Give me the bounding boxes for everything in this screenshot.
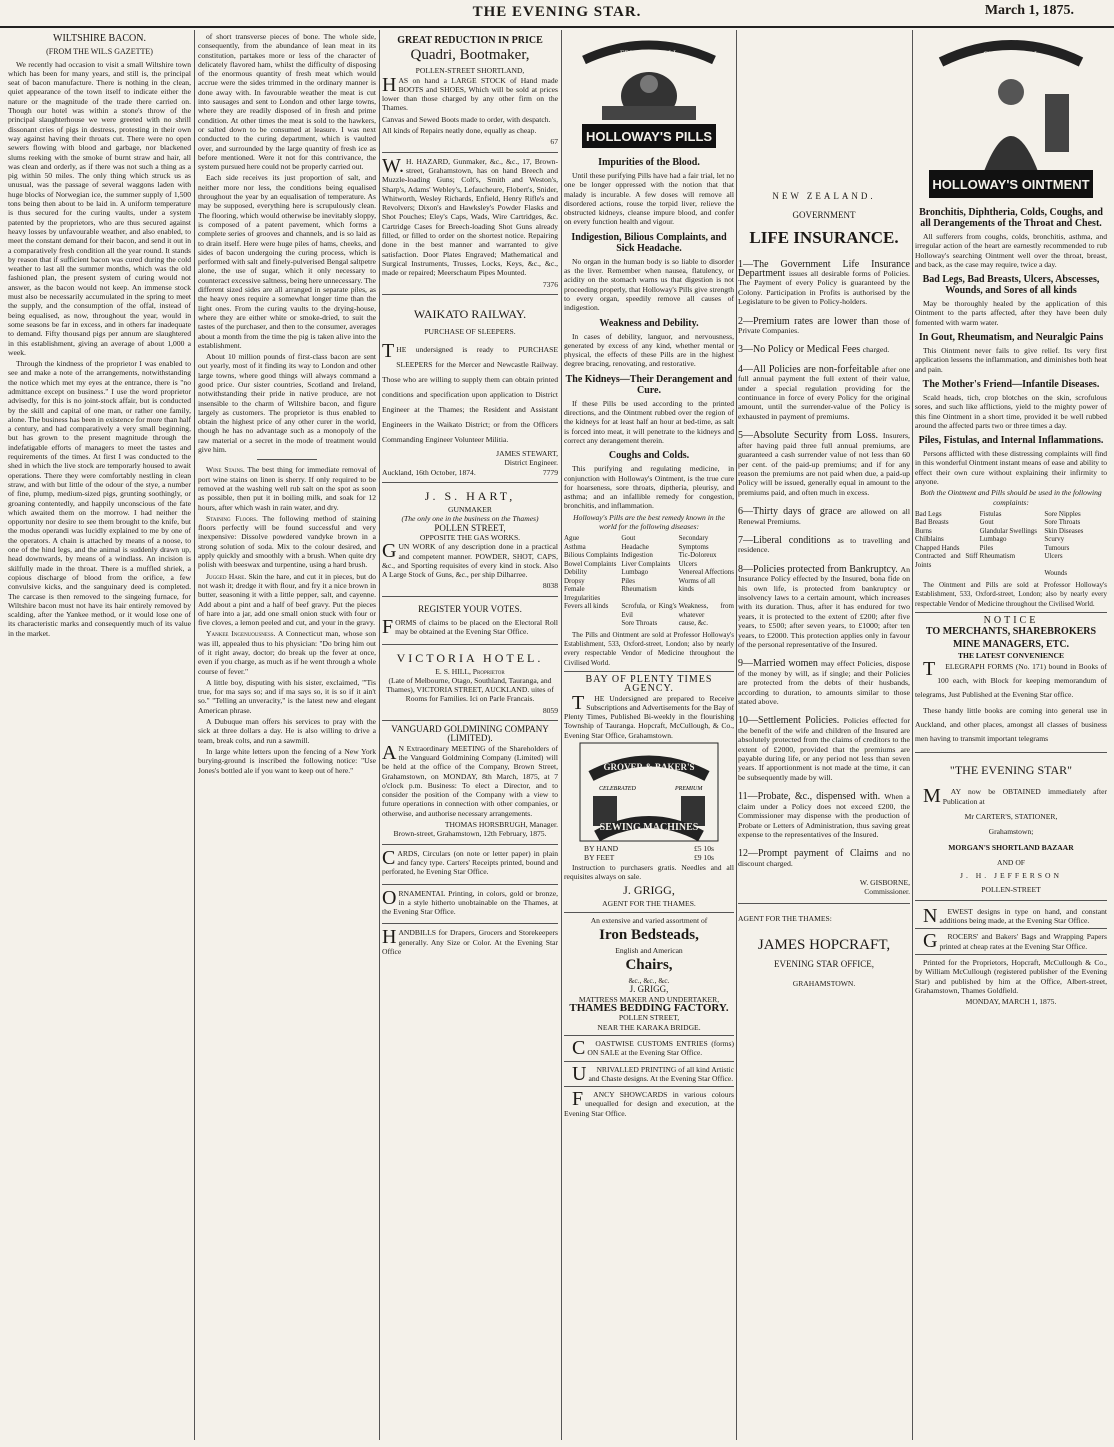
column-rule	[736, 30, 737, 1440]
column-rule	[561, 30, 562, 1440]
notice-title: Wine Stains.	[206, 465, 245, 475]
section-text: No organ in the human body is so liable to disorder as the liver. Remember when nausea, flatulency, or acidity on the stomach warns us that digestion is not proceeding properly, that Holloway's Pills give strength to every organ, speedily remove all causes of indigestion.	[564, 256, 734, 313]
notice-paragraph: A little boy, disputing with his sister, exclaimed, "'Tis true, for ma says so; and if ma says so, it is so if it ain't so." "Telling an unveracity," is the latest new and elegant American phrase.	[198, 677, 376, 715]
column-advertisements	[382, 32, 558, 1442]
complaint-item: Lumbago	[979, 535, 1007, 544]
ad-waikato-railway	[382, 295, 558, 483]
notice-yankee	[198, 629, 376, 675]
notice-staining-floors	[198, 514, 376, 570]
section-heading: Coughs and Colds.	[608, 450, 690, 462]
complaint-item: Ulcers	[1044, 552, 1063, 561]
notice-subheading: TO MERCHANTS, SHAREBROKERS MINE MANAGERS, ETC.	[925, 626, 1097, 651]
section-text: May be thoroughly healed by the application of this Ointment to the parts affected, after they have been duly fomented with warm water.	[915, 299, 1107, 327]
ad-ornamental-printing	[382, 885, 558, 925]
ad-tagline: (The only one in the business on the Thames)	[401, 514, 539, 524]
disease-item: Lumbago	[621, 568, 649, 577]
section-text: This Ointment never fails to give relief. Its very first application lessens the inflammation, and diminishes both heat and pain.	[915, 346, 1107, 374]
disease-item: Piles	[621, 576, 635, 585]
complaint-item: Rheumatism	[979, 552, 1016, 561]
commissioner-name: W. GISBORNE,	[859, 878, 910, 888]
ad-date: Brown-street, Grahamstown, 12th February, 1875.	[393, 829, 547, 839]
policy-text: are allowed on all Renewal Premiums.	[738, 507, 910, 526]
policy-heading: 4—All Policies are non-forfeitable	[738, 363, 882, 375]
ad-cards	[382, 845, 558, 885]
ad-trade: MATTRESS MAKER AND UNDERTAKER,	[578, 994, 720, 1004]
section-heading: The Mother's Friend—Infantile Diseases.	[922, 378, 1100, 390]
disease-item: Secondary	[678, 534, 709, 543]
ad-headline: Chairs,	[625, 957, 673, 974]
column-life-insurance	[738, 32, 910, 1442]
policy-heading: 6—Thirty days of grace	[738, 506, 847, 518]
ad-number: 7779	[542, 467, 558, 477]
ad-handbills	[382, 924, 558, 963]
policy-text: Insurers, after having paid three full annual premiums, are guaranteed a cash surrender value of not less than 60 per cent. of the paid-up premiums; and if for any reason the premiums are not paid when due, a paid-up Policy will be issued, generally equal in amount to the premiums paid, and often much in excess.	[738, 431, 910, 497]
ad-headline: WAIKATO RAILWAY.	[413, 306, 527, 321]
ad-text: MAY now be OBTAINED immediately after Publication at	[923, 785, 1107, 808]
ad-subheadline: GUNMAKER	[448, 505, 492, 515]
complaint-item: Chilblains	[915, 535, 944, 544]
ad-text: HANDBILLS for Drapers, Grocers and Storekeepers generally. Any Size or Color. At the Evening Star Office	[382, 926, 558, 956]
ad-business-name: Quadri, Bootmaker,	[410, 47, 530, 64]
section-heading: The Kidneys—Their Derangement and Cure.	[565, 373, 733, 396]
ad-intro: An extensive and varied assortment of	[590, 915, 708, 925]
complaint-item: Tumours	[1044, 543, 1070, 552]
notice-paragraph: A Dubuque man offers his services to pray with the sick at three dollars a day. He is also willing to drive a team, break colts, and run a sawmill.	[198, 717, 376, 745]
ad-text: NEWEST designs in type on hand, and constant additions being made, at the Evening Star Office.	[923, 904, 1107, 927]
policy-item	[738, 716, 910, 782]
notice-title: Staining Floors.	[206, 513, 258, 523]
article-source: (FROM THE WIL.S GAZETTE)	[46, 47, 153, 57]
disease-item: kinds	[678, 585, 694, 594]
disease-item: Ulcers	[678, 559, 697, 568]
agent-role: AGENT FOR THE THAMES.	[602, 899, 696, 909]
brand-text: SEWING MACHINES	[599, 822, 699, 834]
ad-business-name: J. GRIGG,	[629, 984, 669, 995]
ad-date	[382, 468, 558, 477]
disease-item: Ague	[564, 534, 580, 543]
outlet: AND OF	[996, 857, 1026, 867]
brand-label: PREMIUM	[675, 786, 703, 793]
notice-text: A Connecticut man, whose son was ill, appealed thus to his physician: "Do bring him out of it right away, doctor; do break up the fever at once, even if you charge, as much as if he went through a whole course of fever."	[198, 629, 376, 676]
ad-headline: VICTORIA HOTEL.	[396, 650, 544, 665]
section-text: In cases of debility, languor, and nervousness, generated by excess of any kind, whether mental or physical, the effects of these Pills are in the highest degree bracing, renovating, and restorative.	[564, 331, 734, 369]
complaint-item: Fistulas	[979, 509, 1002, 518]
policy-text: those of Private Companies.	[738, 316, 910, 336]
disease-item: Gout	[621, 534, 636, 543]
ad-text: GUN WORK of any description done in a practical and competent manner. POWDER, SHOT, CAPS, &c., and Sporting requisites of every kind in stock. Also A Large Stock of Guns, &c., per ship Dilharree.	[382, 540, 558, 580]
ad-text: FORMS of claims to be placed on the Electoral Roll may be obtained at the Evening Star Office.	[382, 615, 558, 638]
ad-text: (Late of Melbourne, Otago, Southland, Tauranga, and Thames), VICTORIA STREET, AUCKLAND. uites of Rooms for Families. Ici on Parle Francais.	[386, 675, 554, 704]
disease-item: Bilious Complaints	[564, 551, 619, 560]
imprint: Printed for the Proprietors, Hopcraft, McCullough & Co., by William McCullough (registered publisher of the Evening Star) and published by him at the Office, Albert-street, Grahamstown, Thames Goldfield.	[915, 957, 1107, 995]
notice-heading: NOTICE	[983, 614, 1039, 626]
outlet: MORGAN'S SHORTLAND BAZAAR	[948, 842, 1074, 852]
ad-text: GROCERS' and Bakers' Bags and Wrapping Papers printed at cheap rates at the Evening Star Office.	[923, 930, 1107, 953]
complaint-item: Gout	[979, 518, 994, 527]
holloways-ointment-illustration	[921, 34, 1101, 202]
ad-location: OPPOSITE THE GAS WORKS.	[419, 532, 521, 542]
disease-item: Female Irregularities	[564, 585, 601, 602]
ad-headline: J. S. HART,	[424, 489, 516, 504]
column-rule	[194, 30, 195, 1440]
article-paragraph: Through the kindness of the proprietor I was enabled to see and make a note of the arrangements, notwithstanding the notice which met my eyes at the entrance, there is "no admittance except on business." I use the word proprietor advisedly, for this is no joint-stock affair, but is conducted by the skill and capital of one man, or rather one family, alone. The business has been in existence for more than half a century, and had comparatively a very small beginning, but has grown to the present magnitude through the indefatigable efforts of managers to meet the tastes and requirements of the times. At first I was conducted to the shed in which the live stock are temporarly housed to await operations. There they were comfortably nestling in clean straw, and with but little of the odour of the stye, a number of fine, plump, medium-sized pigs, grunting soothingly, or groaning contentedly, and happily unconscious of the fate which awaited them on the morrow. I had neither the opportunity nor desire to see them brought to the knife, but the modus operandi was lucidly explained to me by one of the operators. A chain is attached by means of a noose, to one of the hind legs, and the animal is suddenly drawn up, head downwards, by means of a windlass. An incision is skilfully made in the throat. There is a muffled shriek, a copious discharge of blood from the orifice, a few convulsive kicks, and the sanguinary deed is completed. The carcase is then removed to the singeing furnace, for Wiltshire bacon must not have its hair entirely removed by scalding, after the Yankee method, or it would lose one of its characteristic marks and consequently much of its value in the market.	[8, 359, 191, 638]
complaint-item: Contracted and Stiff Joints	[915, 552, 978, 569]
ad-register-votes	[382, 597, 558, 645]
policy-text: and no discount charged.	[738, 849, 910, 868]
price-row	[564, 844, 734, 853]
disease-list	[564, 534, 734, 628]
ad-etc: &c., &c., &c.	[628, 976, 670, 986]
newspaper-title: THE EVENING STAR.	[472, 4, 642, 20]
ad-text: ORNAMENTAL Printing, in colors, gold or bronze, in a style hitherto unobtainable on the Thames, at the Evening Star Office.	[382, 886, 558, 917]
agent-name: JAMES HOPCRAFT,	[757, 937, 891, 954]
policy-text: after one full annual payment the full extent of their value, under a special regulation providing for the continuance in force of every Policy for the original amount, until the surrender-value of the Policy is exhausted in payment of premiums.	[738, 364, 910, 421]
ad-number: 8038	[542, 581, 558, 591]
complaint-item: Burns	[915, 526, 932, 535]
ad-text: Instruction to purchasers gratis. Needles and all requisites always on sale.	[564, 862, 734, 881]
ad-text: W.H. HAZARD, Gunmaker, &c., &c., 17, Brown-street, Grahamstown, has on hand Breech and Muzzle-loading Guns; Colt's, Smith and Weston's, Sharp's, Adams' Webley's, Lefaucheure, Flobert's, Snider, Whitworth, Wesley Richards, Enfield, Henry Rifle's and Revolvers; Dixon's and Hawksley's Powder Flasks and Shot Pouches; Eley's Caps, Wads, Wire Cartridges, &c. Cartridge Cases for Breech-loading Shot Guns already filled, or filled to order on the shortest notice. Repairing done in the best manner and warranted to give satisfaction. Door Plates Engraved; Mathematical and Surgical Instruments, Trusses, Locks, Keys, &c., &c., made or repaired; Meerschaum Pipes Mounted.	[382, 154, 558, 278]
ad-text: TELEGRAPH FORMS (No. 171) bound in Books of 100 each, with Block for keeping memorandum of telegrams, Just Published at the Evening Star office.	[915, 658, 1107, 700]
price-row	[564, 853, 734, 862]
ad-factory: THAMES BEDDING FACTORY.	[569, 1002, 729, 1015]
policy-heading: 3—No Policy or Medical Fees	[738, 344, 863, 356]
ad-text: AN Extraordinary MEETING of the Shareholders of the Vanguard Goldmining Company (Limited) will be held at the office of the Company, Brown Street, Grahamstown, on MONDAY, 8th March, 1875, at 7 o'clock p.m. Business: To elect a Director, and to consider the position of the Company with a view to future operations in connection with other companies, or otherwise, and authorise necessary arrangements.	[382, 741, 558, 818]
complaint-item: Scurvy	[1044, 535, 1065, 544]
ad-date-text: Auckland, 16th October, 1874.	[382, 467, 476, 477]
agent-label: AGENT FOR THE THAMES:	[738, 913, 832, 923]
ad-victoria-hotel	[382, 645, 558, 721]
column-wiltshire-bacon	[8, 32, 191, 1442]
policy-heading: 10—Settlement Policies.	[738, 715, 844, 727]
outlet: POLLEN-STREET	[981, 884, 1041, 894]
policy-item	[738, 792, 910, 839]
policy-text: charged.	[862, 345, 890, 355]
complaint-list	[915, 510, 1107, 578]
section-heading: Indigestion, Bilious Complaints, and Sick Headache.	[571, 231, 727, 254]
section-heading: Piles, Fistulas, and Internal Inflammations.	[918, 435, 1104, 447]
ad-headline: BAY OF PLENTY TIMES AGENCY.	[585, 674, 713, 695]
column-rule	[379, 30, 380, 1440]
policy-item	[738, 365, 910, 421]
section-text: If these Pills be used according to the printed directions, and the Ointment rubbed over the region of the kidneys for at least half an hour at bed-time, as salt is forced into meat, it will penetrate to the kidneys and correct any derangement therein.	[564, 398, 734, 445]
complaint-list-heading: Both the Ointment and Pills should be used in the following complaints:	[920, 488, 1102, 507]
disease-item: Bowel Complaints	[564, 559, 617, 568]
disease-item: Headache	[621, 542, 649, 551]
policy-heading: 5—Absolute Security from Loss.	[738, 430, 883, 442]
outlet: Grahamstown;	[988, 827, 1034, 837]
policy-heading: 11—Probate, &c., dispensed with.	[738, 791, 885, 803]
section-text: Until these purifying Pills have had a fair trial, let no one be longer oppressed with the notion that that malady is incurable. A few doses will remove all disordered actions, rouse the torpid liver, relieve the obstructed kidneys, cleanse impure blood, and confer on every function health and vigour.	[564, 171, 734, 227]
policy-item	[738, 345, 910, 354]
ad-location: NEAR THE KARAKA BRIDGE.	[597, 1022, 701, 1032]
outlet: J. H. JEFFERSON	[960, 871, 1062, 881]
disease-item: Dropsy	[564, 576, 585, 585]
ad-vanguard-meeting	[382, 721, 558, 845]
policy-heading: 8—Policies protected from Bankruptcy.	[738, 563, 901, 575]
policy-heading: 2—Premium rates are lower than	[738, 315, 884, 327]
outlet: Mr CARTER'S, STATIONER,	[964, 812, 1058, 822]
price-value: £9 10s	[693, 853, 714, 863]
policy-item	[738, 317, 910, 336]
disease-item: Asthma	[564, 542, 586, 551]
complaint-item: Skin Diseases	[1044, 526, 1084, 535]
ad-number: 67	[550, 137, 558, 147]
ad-text: These handy little books are coming into general use in Auckland, and other places, amongst all classes of business men having to transmit important telegrams	[915, 706, 1107, 744]
notice-paragraph: In large white letters upon the fencing of a New York burying-ground is inscribed the following notice: "Use Jones's bottled ale if you want to keep out of here."	[198, 746, 376, 775]
ad-address: POLLEN-STREET SHORTLAND,	[415, 66, 525, 76]
policy-text: as to travelling and residence.	[738, 535, 910, 555]
commissioner-role: Commissioner.	[864, 887, 910, 897]
ad-street: POLLEN STREET,	[618, 1013, 680, 1023]
imprint-date: MONDAY, MARCH 1, 1875.	[965, 997, 1057, 1007]
brand-text: GROVER & BAKER'S	[603, 762, 695, 773]
disease-item: Weakness, from whatever	[678, 602, 734, 619]
section-heading: Bronchitis, Diphtheria, Colds, Coughs, and all Derangements of the Throat and Chest.	[919, 207, 1103, 229]
complaint-item	[980, 569, 1043, 578]
disease-item: Debility	[564, 568, 587, 577]
banner-text: CURE FOR ALL	[982, 50, 1040, 59]
ad-headline: VANGUARD GOLDMINING COMPANY (LIMITED).	[391, 724, 549, 744]
complaint-item: Sore Nipples	[1044, 509, 1081, 518]
disease-item: Indigestion	[621, 551, 653, 560]
policy-heading: 12—Prompt payment of Claims	[738, 848, 885, 860]
disease-item: cause, &c.	[678, 619, 709, 628]
article-paragraph: Each side receives its just proportion of salt, and neither more nor less, the conditions being equalised throughout the year by an equalisation of temperature. As may be supposed, everything here is scrupulously clean. The flooring, which would otherwise be inevitably sloppy, is composed of a patent pavement, which forms a complete series of grooves and channels, and is so laid as to drain itself. Here were huge piles of hams, cheeks, and sides of bacon undergoing the curing process, which is performed with salt and finely-pulverised Bengal saltpetre alone, the use of sugar, which it only necessary to counteract excessive saltness, being here unnecessary. The different sized sides are all arranged in separate piles, as the heavy ones require a somewhat longer time than the light ones. From the curing vaults to the drying-house, where they are either white or smoke-dried, to suit the tastes of the purchaser, and then to the consumer, averages about a month from the time the pig is taken alive into the establishment.	[198, 173, 376, 350]
complaint-item: Wounds	[1044, 569, 1068, 578]
disease-item: Scrofula, or King's Evil	[621, 602, 677, 619]
column-holloways-pills	[564, 32, 734, 1442]
complaint-item: Glandular Swellings	[979, 526, 1038, 535]
disease-item: Venereal Affections	[678, 568, 734, 577]
policy-text: An Insurance Policy effected by the Insured, bona fide on his own life, is protected from bankruptcy or insolvency laws to a certain amount, which increases with its duration. Thus, after it has endured for two years, it is protected to the extent of £200; after five years, to £500; after seven years, to £1000; after ten years, to £2000. This protection applies only in favour of the personal representative of the Insured.	[738, 564, 910, 649]
masthead	[0, 0, 1114, 28]
ad-signature: THOMAS HORSBRUGH, Manager.	[444, 820, 558, 830]
disease-item: Fevers all kinds	[564, 602, 609, 611]
ad-headline: REGISTER YOUR VOTES.	[418, 603, 522, 614]
ad-street: POLLEN STREET,	[434, 522, 506, 533]
disease-item: Symptoms	[678, 542, 709, 551]
holloways-pills-badge: HOLLOWAY'S PILLS	[585, 129, 713, 144]
sewing-machine-illustration	[579, 742, 719, 842]
ad-subheadline: PURCHASE OF SLEEPERS.	[424, 326, 516, 336]
brand-label: CELEBRATED	[599, 786, 636, 793]
disease-item: Tic-Doloreux	[678, 551, 717, 560]
policy-text: issues all desirable forms of Policies. The Payment of every Policy is guaranteed by the Colony. Participation in Profits is authorised by the Legislature to be given to Policy-holders.	[738, 269, 910, 307]
section-heading: Impurities of the Blood.	[598, 157, 700, 168]
disease-item	[564, 619, 619, 628]
ad-text: THE Undersigned are prepared to Receive Subscriptions and Advertisements for the Bay of Plenty Times, Published Bi-weekly in the flourishing Township of Tauranga. Hopcraft, McCullough, & Co., Evening Star Office, Grahamstown.	[564, 691, 734, 740]
agent-name: J. GRIGG,	[623, 883, 675, 898]
section-heading: Weakness and Debility.	[599, 317, 699, 329]
notice-wine-stains	[198, 465, 376, 511]
article-paragraph: of short transverse pieces of bone. The whole side, consequently, from the abundance of lean meat in its constitution, partakes more or less of the character of delicately flavored ham, whilst the difficulty of disposing of the enormous quantity of fresh meat which would accrue were the sides trimmed in the ordinary manner is done away with. In favourable weather the meat is cut into sausages and sent to London and other large towns, where they are readily disposed of in fresh and prime condition. At other times the meat is sold to the hawkers, or salted down to be consumed at leasure. I was next conducted to the curing department, which is vaulted over, and surrounded by the large quantity of fresh ice as before mentioned. Were it not for this contrivance, the system pursued here could not be properly carried out.	[198, 32, 376, 172]
article-paragraph: We recently had occasion to visit a small Wiltshire town which has been for many years, and still is, the principal seat of bacon manufacture. There is nothing in the clean, quiet appearance of the town itself to indicate either the nature or the magnitude of the trade there carried on. Though our hotel was within a stone's throw of the principal slaughterhouse we were greeted with no shrill dissonant cries of pigs in destress, protesting in their own way against having their throats cut. There were no open sewers flowing with blood and garbage, nor blackened slums reeking with the smoke of burnt straw and hair, all was clean and orderly, as if there was not such a thing as a pig within 50 miles. The only thing which struck us as unusual, was the passage of several waggons laden with huge blocks of Norwegian ice, the summer supply of 1,500 tons being then about to be laid in. A uniform temperature is thus secured for the curing vaults, under a system patented by the proprietors, who are thus secured against heavy losses by unfavourable weather, and also enabled, to meet the constant demand for their bacon, and send it out in a comparatively fresh condition all the year round. It stands by reason that if sufficient bacon was cured during the cold weather to last all the summer months, which was the old fashioned plan, the present system of curing would not answer, as the bacon would not keep. An immense stock must also be necessarily accumulated in the spring to meet the supply, and the consumption of the offal, instead of being equalised, as now, throughout the year, would in some seasons be far in excess, and in others far inadequate to demand. Fifty thousand pigs per annum are slaughtered in this establishment, giving an average of about 1,000 a week.	[8, 59, 191, 357]
complaint-item: Chapped Hands	[915, 543, 960, 552]
ad-text: THE undersigned is ready to PURCHASE SLEEPERS for the Mercer and Newcastle Railway. Those who are willing to supply them can obtain printed conditions and specification upon application to District Engineer at the Thames; the Resident and Assistant Engineers in the Waikato District; or from the Officers Commanding Engineer Volunteer Militia.	[382, 340, 558, 445]
section-text: Persons afflicted with these distressing complaints will find in this wonderful Ointment instant means of ease and ability to effect their own cure without explaining their infirmity to anyone.	[915, 449, 1107, 487]
ad-hazard-gunmaker	[382, 153, 558, 295]
ad-text: UNRIVALLED PRINTING of all kind Artistic and Chaste designs. At the Evening Star Office.	[572, 1062, 734, 1085]
article-title: WILTSHIRE BACON.	[53, 33, 146, 44]
country-heading: NEW ZEALAND.	[772, 191, 876, 201]
policy-text: Policies effected for the benefit of the wife and children of the Insured are absolutely protected from the claims of creditors to the extent of £2000, provided that the premiums are payable during life, or any period not less than seven years. If apportionment is not made at the time, it can be subsequently made by will.	[738, 716, 910, 782]
notice-tagline: THE LATEST CONVENIENCE	[957, 651, 1065, 661]
ad-subheadline: English and American	[615, 945, 683, 955]
ad-signature: JAMES STEWART,	[496, 449, 558, 459]
complaint-item: Bad Breasts	[915, 518, 949, 527]
section-text: Scald heads, tich, crop blotches on the skin, scrofulous sores, and such like afflictions, yield to the mighty power of this fine Ointment in a short time, provided it be well rubbed around the affected parts two or three times a day.	[915, 392, 1107, 430]
notice-jugged-hare	[198, 572, 376, 628]
policy-item	[738, 565, 910, 650]
ad-headline: "THE EVENING STAR"	[949, 763, 1073, 778]
complaint-item	[915, 569, 978, 578]
policy-item	[738, 431, 910, 497]
notice-text: Skin the hare, and cut it in pieces, but do not wash it; dredge it with flour, and fry it a nice brown in butter, seasoning it with a little pepper, salt, and cayenne. Add about a pint and a half of beef gravy. Put the pieces of hare into a jar, add one small onion stuck with four or five cloves, a lemon peeled and cut, and your in the gravy.	[198, 571, 376, 628]
gov-heading: GOVERNMENT	[792, 210, 856, 221]
policy-heading: 7—Liberal conditions	[738, 534, 838, 546]
ad-text: CARDS, Circulars (on note or letter paper) in plain and fancy type. Carters' Receipts printed, bound and perforated, he Evening Star Office.	[382, 846, 558, 877]
price-label: BY HAND	[584, 844, 619, 854]
section-text: This purifying and regulating medicine, in conjunction with Holloway's Ointment, is the true cure for hoarseness, sore throats, diptheria, pleurisy, and asthma; and an infallible remedy for congestion, bronchitis, and inflammation.	[564, 464, 734, 511]
ad-text: Canvas and Sewed Boots made to order, with despatch.	[382, 114, 551, 124]
ad-text: All kinds of Repairs neatly done, equally as cheap.	[382, 126, 537, 136]
notice-text: The best thing for immediate removal of port wine stains on linen is sherry. If only required to be removed at the washing well rub salt on the spot as soon as possible, then put it in boiling milk, and soak for 12 hours, after which wash in rain water, and dry.	[198, 465, 376, 512]
disease-item: Rheumatism	[621, 585, 657, 594]
ad-text: HAS on hand a LARGE STOCK of Hand made BOOTS and SHOES, Which will be sold at prices lower than those charged by any other firm on the Thames.	[382, 73, 558, 113]
disease-item: Liver Complaints	[621, 559, 671, 568]
notice-title: Jugged Hare.	[206, 571, 247, 581]
vendor-note: The Ointment and Pills are sold at Professor Holloway's Establishment, 533, Oxford-street, London; also by nearly every respectable Vendor of Medicine throughout the Civilised World.	[915, 580, 1107, 608]
policy-heading: 1—The Government Life Insurance Department	[738, 258, 910, 279]
ad-number: 8059	[542, 705, 558, 715]
holloways-ointment-badge: HOLLOWAY'S OINTMENT	[932, 177, 1090, 192]
price-label: BY FEET	[584, 853, 615, 863]
issue-date: March 1, 1875.	[984, 3, 1074, 18]
policy-item	[738, 260, 910, 307]
article-paragraph: About 10 million pounds of first-class bacon are sent out yearly, most of it finding its way to London and other large towns, where good things will always command a good price. Our sister countries, Scotland and Ireland, notwithstanding their pride in native produce, are not insensible to the charm of Wiltshire bacon, and figure largely as customers. The proprietor is thus enabled to obtain the highest price of any other curer in the world, though he has no advantage such as a monopoly of the raw material or a secret in the mode of treatment would give him.	[198, 352, 376, 455]
section-text: All sufferers from coughs, colds, bronchitis, asthma, and irregular action of the heart are earnestly recommended to rub Holloway's searching Ointment well over the throat, breast, and back, as the case may require, twice a day.	[915, 232, 1107, 269]
complaint-item: Bad Legs	[915, 509, 942, 518]
notice-title: Yankee Ingenuousness.	[206, 629, 276, 639]
ad-subheadline: E. S. HILL, Proprietor	[435, 666, 505, 676]
policy-item	[738, 659, 910, 706]
life-insurance-title: LIFE INSURANCE.	[749, 227, 899, 247]
policy-item	[738, 507, 910, 526]
price-value: £5 10s	[693, 844, 714, 854]
complaint-item: Sore Throats	[1044, 518, 1081, 527]
ad-headline: GREAT REDUCTION IN PRICE	[397, 35, 543, 46]
agent-office: EVENING STAR OFFICE,	[773, 959, 875, 970]
policy-heading: 9—Married women	[738, 658, 822, 670]
column-articles	[198, 32, 376, 1442]
banner-text: FRIEND OF ALL	[619, 49, 679, 58]
disease-list-heading: Holloway's Pills are the best remedy known in the world for the following diseases:	[573, 512, 725, 532]
holloways-pills-illustration	[574, 34, 724, 152]
policy-item	[738, 536, 910, 555]
ad-number: 7376	[542, 279, 558, 289]
ad-text: FANCY SHOWCARDS in various colours unequalled for design and execution, at the Evening Star Office.	[564, 1088, 734, 1118]
policy-text: may effect Policies, dispose of the money by will, as if single; and their Policies are protected from the debts of their husbands, according to duration, to amounts similar to those stated above.	[738, 659, 910, 707]
divider	[257, 459, 317, 460]
vendor-note: The Pills and Ointment are sold at Professor Holloway's Establishment, 533, Oxford-street, London; also by nearly every respectable Vendor of Medicine throughout the Civilised World.	[564, 630, 734, 667]
complaint-item: Piles	[979, 543, 994, 552]
section-heading: In Gout, Rheumatism, and Neuralgic Pains	[918, 332, 1104, 344]
column-holloways-ointment	[915, 32, 1107, 1442]
section-heading: Bad Legs, Bad Breasts, Ulcers, Abscesses, Wounds, and Sores of all kinds	[922, 274, 1100, 297]
policy-text: When a claim under a Policy does not exceed £200, the Commissioner may dispense with the production of Probate or Letters of Administration, thus saving great expense to the representatives of the Insured.	[738, 792, 910, 839]
policy-list	[738, 260, 910, 869]
policy-item	[738, 849, 910, 868]
disease-item: Sore Throats	[621, 619, 658, 628]
disease-item: Worms of all	[678, 576, 716, 585]
ad-headline: Iron Bedsteads,	[599, 926, 699, 943]
agent-town: GRAHAMSTOWN.	[792, 979, 856, 989]
ad-text: COASTWISE CUSTOMS ENTRIES (forms) ON SALE at the Evening Star Office.	[572, 1036, 734, 1059]
ad-quadri-bootmaker	[382, 32, 558, 153]
ad-role: District Engineer.	[504, 458, 558, 468]
notice-text: The following method of staining floors perfectly will be found successful and very inexpensive: Dissolve powdered vandyke brown in a strong solution of soda. Mix to the colour desired, and apply quickly and smoothly with a brush. When quite dry polish with beeswax and turpentine, using a hard brush.	[198, 513, 376, 570]
ad-hart-gunmaker	[382, 483, 558, 597]
column-rule	[912, 30, 913, 1440]
